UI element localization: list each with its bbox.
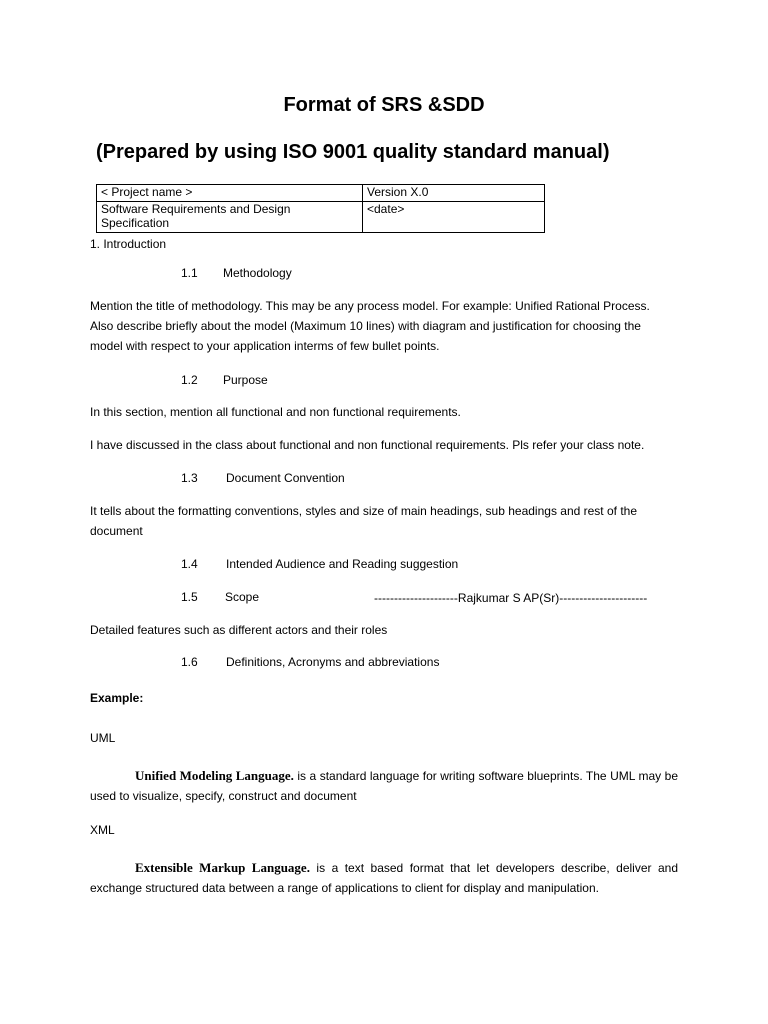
section-label: Methodology <box>223 266 292 280</box>
purpose-paragraph-2: I have discussed in the class about functional and non functional requirements. Pls refer your class note. <box>90 438 645 452</box>
author-note: ---------------------Rajkumar S AP(Sr)---------------------- <box>374 591 648 605</box>
document-title: Format of SRS &SDD <box>283 94 485 116</box>
section-number: 1.1 <box>181 266 198 280</box>
date-cell: <date> <box>363 202 545 233</box>
example-label: Example: <box>90 691 144 705</box>
xml-term: Extensible Markup Language. <box>135 860 310 875</box>
scope-paragraph: Detailed features such as different actors and their roles <box>90 623 388 637</box>
table-row <box>97 185 545 202</box>
section-label: Purpose <box>223 373 268 387</box>
section-number: 1.2 <box>181 373 198 387</box>
section-number: 1.4 <box>181 557 198 571</box>
section-number: 1.3 <box>181 471 198 485</box>
section-label: Document Convention <box>226 471 345 485</box>
uml-abbreviation: UML <box>90 731 116 745</box>
uml-term: Unified Modeling Language. <box>135 768 294 783</box>
section-number: 1.6 <box>181 655 198 669</box>
section-label: Definitions, Acronyms and abbreviations <box>226 655 440 669</box>
methodology-paragraph: Mention the title of methodology. This may be any process model. For example: Unified Rational Process. Also describe briefly about the model (Maximum 10 lines) with diagram and justification for choosing the model with respect to your application interms of few bullet points. <box>90 299 650 353</box>
spec-name-cell: Software Requirements and Design Specification <box>97 202 363 233</box>
section-label: Intended Audience and Reading suggestion <box>226 557 459 571</box>
table-row <box>97 202 545 233</box>
project-name-cell: < Project name > <box>97 185 363 202</box>
document-subtitle: (Prepared by using ISO 9001 quality standard manual) <box>96 141 610 163</box>
uml-definition <box>90 766 678 806</box>
section-number: 1.5 <box>181 590 198 604</box>
xml-definition <box>90 858 678 898</box>
project-info-table <box>96 184 545 233</box>
purpose-paragraph-1: In this section, mention all functional and non functional requirements. <box>90 405 461 419</box>
introduction-heading: 1. Introduction <box>90 237 167 251</box>
xml-description: is a text based format that let developers describe, deliver and exchange structured data between a range of applications to client for display and manipulation. <box>90 861 679 895</box>
section-label: Scope <box>225 590 260 604</box>
xml-abbreviation: XML <box>90 823 115 837</box>
uml-description: is a standard language for writing software blueprints. The UML may be used to visualize, specify, construct and document <box>90 769 678 803</box>
version-cell: Version X.0 <box>363 185 545 202</box>
convention-paragraph: It tells about the formatting conventions, styles and size of main headings, sub headings and rest of the document <box>90 504 637 538</box>
